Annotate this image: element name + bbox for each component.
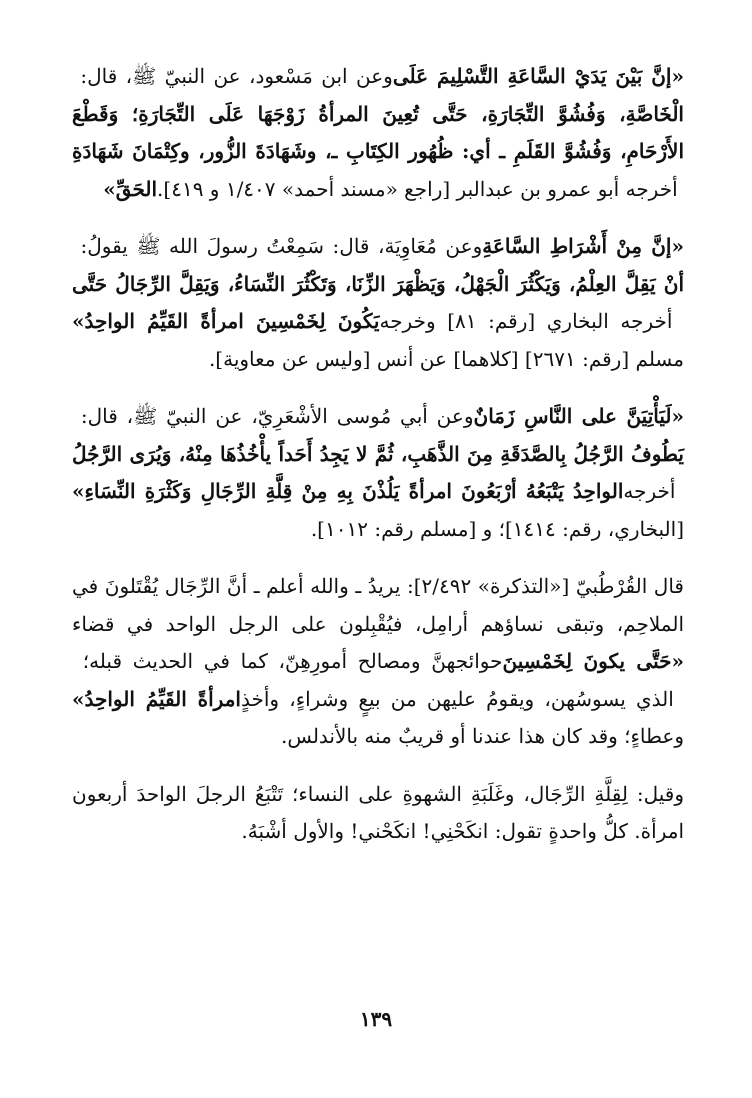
- paragraph-qurtubi: [72, 568, 684, 756]
- hadith-quote-text: «إنَّ بَيْنَ يَدَيْ السَّاعَةِ التَّسْلِيمَ عَلَى الْخَاصَّةِ، وَفُشُوَّ التِّجَارَةِ، حَتَّى تُعِينَ المرأةُ زَوْجَهَا عَلَى التِّجَارَةِ؛ وَقَطْعَ الأَرْحَامِ، وَفُشُوَّ القَلَمِ ـ أي: ظُهُور الكِتَابِ ـ، وشَهَادَةَ الزُّور، وكِتْمَانَ شَهَادَةِ الحَقِّ»: [72, 64, 684, 201]
- commentary-text: قال القُرْطُبيّ [«التذكرة» ٢/٤٩٢]: يريدُ ـ والله أعلم ـ أنَّ الرِّجَال يُقْتَلونَ في الملاحِم، وتبقى نساؤهم أرامِل، فيُقْبِلون على الرجل الواحد في قضاء حوائجهنَّ ومصالح أمورِهِنّ، كما في الحديث قبله؛: [72, 574, 684, 673]
- hadith-quote-text: «لَيَأْتِيَنَّ على النَّاسِ زَمَانٌ يَطُوفُ الرَّجُلُ بِالصَّدَقَةِ مِنَ الذَّهَبِ، ثُمَّ لا يَجِدُ أَحَداً يأْخُذُهَا مِنْهُ، وَيُرَى الرَّجُلُ الواحِدُ يَتْبَعُهُ أرْبَعُونَ امرأةً يَلُذْنَ بِهِ مِنْ قِلَّةِ الرِّجَالِ وَكَثْرَةِ النِّسَاءِ»: [72, 404, 684, 503]
- citation-text: أخرجه البخاري [رقم: ٨١] وخرجه مسلم [رقم: ٢٦٧١] [كلاهما] عن أنس [وليس عن معاوية].: [208, 309, 684, 371]
- paragraph-alternative-view: [72, 776, 684, 851]
- hadith-quote-text: «إنَّ مِنْ أَشْرَاطِ السَّاعَةِ أنْ يَقِلَّ العِلْمُ، وَيَكْثُرَ الْجَهْلُ، وَيَظْهَرَ الزِّنَا، وَتَكْثُرَ النِّسَاءُ، وَيَقِلَّ الرِّجَالُ حَتَّى يَكُونَ لِخَمْسِينَ امرأةً القَيِّمُ الواحِدُ»: [72, 234, 684, 333]
- citation-text: أخرجه [البخاري، رقم: ١٤١٤]؛ و [مسلم رقم: ١٠١٢].: [310, 479, 684, 541]
- page-number: ١٣٩: [359, 1007, 393, 1031]
- paragraph-abu-musa: [72, 398, 684, 548]
- hadith-quote-text: «حَتَّى يكونَ لِخَمْسِينَ امرأةً القَيِّمُ الواحِدُ»: [72, 649, 684, 711]
- paragraph-muawiya: [72, 228, 684, 378]
- paragraph-intro-text: وعن ابن مَسْعود، عن النبيّ ﷺ، قال:: [72, 64, 393, 88]
- citation-text: أخرجه أبو عمرو بن عبدالبر [راجع «مسند أحمد» ١/٤٠٧ و ٤١٩].: [157, 176, 684, 201]
- paragraph-ibn-masud: [72, 58, 684, 208]
- commentary-text: وقيل: لِقِلَّةِ الرِّجَال، وغَلَبَةِ الشهوةِ على النساء؛ تَتْبَعُ الرجلَ الواحدَ أربعون امرأة. كلُّ واحدةٍ تقول: انكَحْنِي! انكَحْني! والأول أشْبَهُ.: [72, 781, 684, 843]
- commentary-text: الذي يسوسُهن، ويقومُ عليهن من بيعٍ وشراءٍ، وأخذٍ وعطاءٍ؛ وقد كان هذا عندنا أو قريبٌ منه بالأندلس.: [240, 686, 684, 748]
- paragraph-intro-text: وعن مُعَاوِيَة، قال: سَمِعْتُ رسولَ الله ﷺ يقولُ:: [72, 234, 483, 258]
- paragraph-intro-text: وعن أبي مُوسى الأشْعَرِيّ، عن النبيّ ﷺ، قال:: [72, 404, 474, 428]
